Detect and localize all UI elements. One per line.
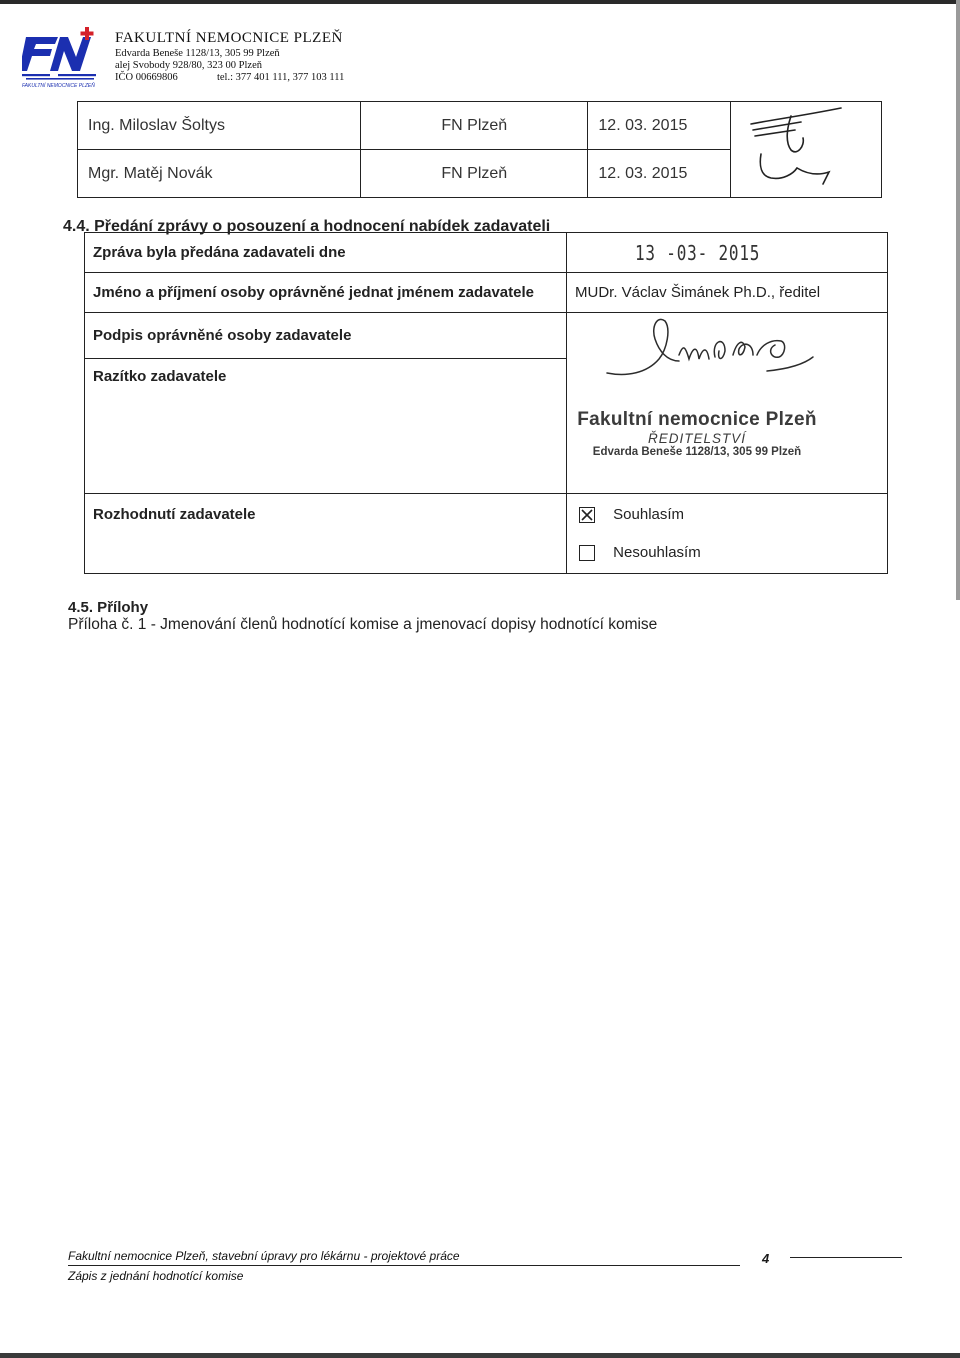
logo-caption: FAKULTNÍ NEMOCNICE PLZEŇ: [22, 83, 95, 89]
option-disagree[interactable]: [579, 544, 887, 568]
signatures-table: [77, 101, 882, 198]
check-x-icon: [580, 508, 594, 522]
director-office-stamp: [567, 409, 827, 458]
director-signature-icon: [567, 311, 887, 401]
checkbox-disagree[interactable]: [579, 545, 595, 561]
handwritten-signature-icon: [731, 102, 876, 192]
signature-label: Podpis oprávněné osoby zadavatele: [85, 313, 567, 359]
signer-org: FN Plzeň: [361, 150, 588, 198]
stamp-label: Razítko zadavatele: [85, 359, 567, 494]
table-row: [85, 494, 888, 574]
table-row: [78, 102, 882, 150]
stamp-line-2: ŘEDITELSTVÍ: [647, 431, 747, 446]
handover-table: [84, 232, 888, 574]
signer-name: Mgr. Matěj Novák: [78, 150, 361, 198]
authorized-person-value: MUDr. Václav Šimánek Ph.D., ředitel: [567, 273, 888, 313]
authorized-person-label: Jméno a příjmení osoby oprávněné jednat jménem zadavatele: [85, 273, 567, 313]
footer-project: Fakultní nemocnice Plzeň, stavební úpravy pro lékárnu - projektové práce: [68, 1249, 460, 1263]
signer-date: 12. 03. 2015: [588, 102, 730, 150]
stamp-line-3: Edvarda Beneše 1128/13, 305 99 Plzeň: [592, 446, 802, 458]
option-disagree-label: Nesouhlasím: [613, 544, 701, 561]
table-row: [85, 233, 888, 273]
hospital-logo: [22, 27, 100, 89]
section-heading-4-4: 4.4. Předání zprávy o posouzení a hodnocení nabídek zadavateli: [63, 218, 551, 235]
page-number: 4: [762, 1251, 770, 1266]
scan-edge-top: [0, 0, 960, 4]
decision-options-cell: [567, 494, 888, 574]
checkbox-agree-checked[interactable]: [579, 507, 595, 523]
signature-cell: [730, 102, 881, 198]
signer-date: 12. 03. 2015: [588, 150, 730, 198]
section-heading-4-5: 4.5. Přílohy: [68, 599, 149, 616]
ico-line: [115, 72, 344, 83]
table-row: [85, 273, 888, 313]
signer-org: FN Plzeň: [361, 102, 588, 150]
table-row: [85, 313, 888, 359]
option-agree[interactable]: [579, 506, 887, 530]
stamp-line-1: Fakultní nemocnice Plzeň: [577, 409, 817, 430]
scan-edge-right: [956, 0, 960, 600]
handover-date-label: Zpráva byla předána zadavateli dne: [85, 233, 567, 273]
footer-document: Zápis z jednání hodnotící komise: [68, 1269, 244, 1283]
scan-edge-bottom: [0, 1353, 960, 1358]
hospital-title: FAKULTNÍ NEMOCNICE PLZEŇ: [115, 30, 343, 46]
option-agree-label: Souhlasím: [613, 506, 685, 523]
decision-label: Rozhodnutí zadavatele: [85, 494, 567, 574]
handover-date-cell: [567, 233, 888, 273]
footer-rule-right: [790, 1257, 902, 1258]
received-date-stamp: 13 -03- 2015: [635, 240, 761, 265]
signature-stamp-cell: [567, 313, 888, 494]
signer-name: Ing. Miloslav Šoltys: [78, 102, 361, 150]
address-line-2: alej Svobody 928/80, 323 00 Plzeň: [115, 60, 262, 71]
footer-rule: [68, 1265, 740, 1266]
address-line-1: Edvarda Beneše 1128/13, 305 99 Plzeň: [115, 48, 280, 59]
ico: IČO 00669806: [115, 72, 178, 83]
attachment-item: Příloha č. 1 - Jmenování členů hodnotící komise a jmenovací dopisy hodnotící komise: [68, 616, 658, 633]
phone: tel.: 377 401 111, 377 103 111: [216, 72, 345, 83]
